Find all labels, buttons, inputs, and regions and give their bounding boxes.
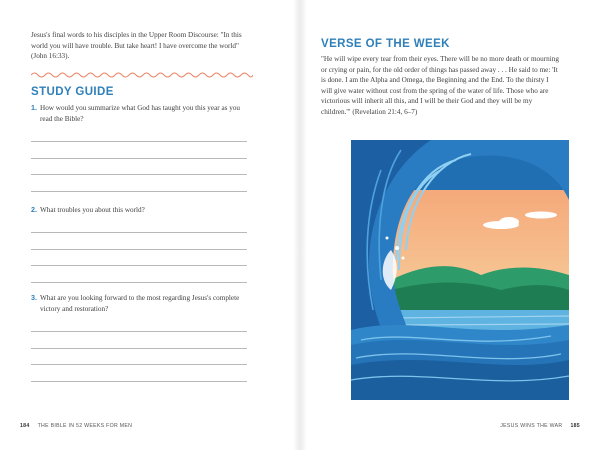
answer-line — [31, 141, 247, 142]
question-number: 1. — [31, 103, 37, 112]
answer-line — [31, 282, 247, 283]
question-text: What are you looking forward to the most regarding Jesus's complete victory and restoration? — [40, 294, 240, 313]
question-number: 2. — [31, 205, 37, 214]
question-text: How would you summarize what God has taught you this year as you read the Bible? — [40, 104, 241, 123]
page-number: 184 — [20, 423, 30, 429]
answer-line — [31, 191, 247, 192]
answer-lines-1[interactable] — [31, 141, 247, 207]
answer-line — [31, 364, 247, 365]
answer-line — [31, 232, 247, 233]
answer-line — [31, 381, 247, 382]
question-3 — [31, 293, 253, 314]
answer-line — [31, 348, 247, 349]
book-gutter — [293, 0, 307, 450]
question-1 — [31, 103, 253, 124]
answer-lines-2[interactable] — [31, 232, 247, 298]
answer-lines-3[interactable] — [31, 331, 247, 397]
answer-line — [31, 265, 247, 266]
right-footer — [500, 423, 588, 429]
answer-line — [31, 331, 247, 332]
question-text: What troubles you about this world? — [40, 206, 145, 214]
study-guide-title: STUDY GUIDE — [31, 86, 114, 98]
left-footer — [12, 423, 132, 429]
page-number: 185 — [570, 423, 580, 429]
wave-illustration — [351, 140, 569, 400]
intro-paragraph: Jesus's final words to his disciples in the Upper Room Discourse: "In this world you will have trouble. But take heart! I have overcome the world" (John 16:33). — [31, 31, 242, 60]
verse-of-the-week-title: VERSE OF THE WEEK — [321, 38, 450, 50]
wavy-divider — [31, 71, 253, 79]
chapter-title: JESUS WINS THE WAR — [500, 423, 563, 429]
answer-line — [31, 158, 247, 159]
answer-line — [31, 249, 247, 250]
question-number: 3. — [31, 293, 37, 302]
verse-text: "He will wipe every tear from their eyes. There will be no more death or mourning or crying or pain, for the old order of things has passed away . . . He said to me: 'It is done. I am the Alpha and Omega, the Beginning and the End. To the thirsty I will give water without cost from the spring of the water of life. Those who are victorious will inherit all this, and I will be their God and they will be my children.'" (Revelation 21:4, 6–7) — [321, 55, 559, 116]
answer-line — [31, 174, 247, 175]
question-2 — [31, 205, 253, 216]
right-page — [300, 0, 600, 450]
book-title: THE BIBLE IN 52 WEEKS FOR MEN — [37, 423, 133, 429]
